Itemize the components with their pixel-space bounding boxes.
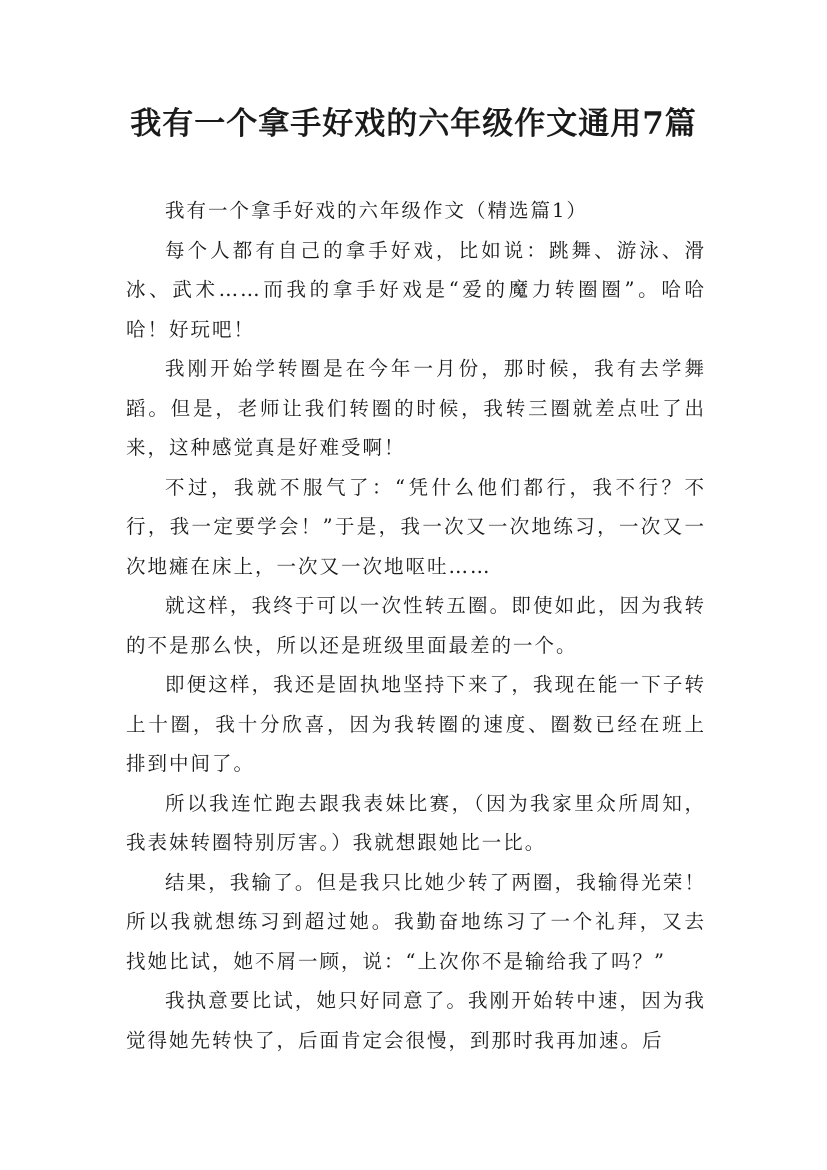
paragraph: 我刚开始学转圈是在今年一月份，那时候，我有去学舞蹈。但是，老师让我们转圈的时候，我转三圈就差点吐了出来，这种感觉真是好难受啊！ xyxy=(126,357,706,459)
paragraph: 所以我连忙跑去跟我表妹比赛，（因为我家里众所周知，我表妹转圈特别厉害。）我就想跟她比一比。 xyxy=(126,791,706,854)
paragraph: 我执意要比试，她只好同意了。我刚开始转中速，因为我觉得她先转快了，后面肯定会很慢，到那时我再加速。后 xyxy=(126,989,706,1052)
document-title: 我有一个拿手好戏的六年级作文通用7篇 xyxy=(130,106,697,142)
paragraph: 结果，我输了。但是我只比她少转了两圈，我输得光荣！所以我就想练习到超过她。我勤奋地练习了一个礼拜，又去找她比试，她不屑一顾，说：“上次你不是输给我了吗？” xyxy=(126,870,706,973)
paragraph: 每个人都有自己的拿手好戏，比如说：跳舞、游泳、滑冰、武术……而我的拿手好戏是“爱的魔力转圈圈”。哈哈哈！好玩吧！ xyxy=(126,238,706,341)
paragraph: 不过，我就不服气了：“凭什么他们都行，我不行？不行，我一定要学会！”于是，我一次又一次地练习，一次又一次地瘫在床上，一次又一次地呕吐…… xyxy=(126,475,706,578)
paragraph: 即便这样，我还是固执地坚持下来了，我现在能一下子转上十圈，我十分欣喜，因为我转圈的速度、圈数已经在班上排到中间了。 xyxy=(126,673,706,775)
document-body xyxy=(126,191,706,1060)
section-heading: 我有一个拿手好戏的六年级作文（精选篇1） xyxy=(165,199,588,222)
paragraph: 就这样，我终于可以一次性转五圈。即使如此，因为我转的不是那么快，所以还是班级里面最差的一个。 xyxy=(126,594,706,657)
